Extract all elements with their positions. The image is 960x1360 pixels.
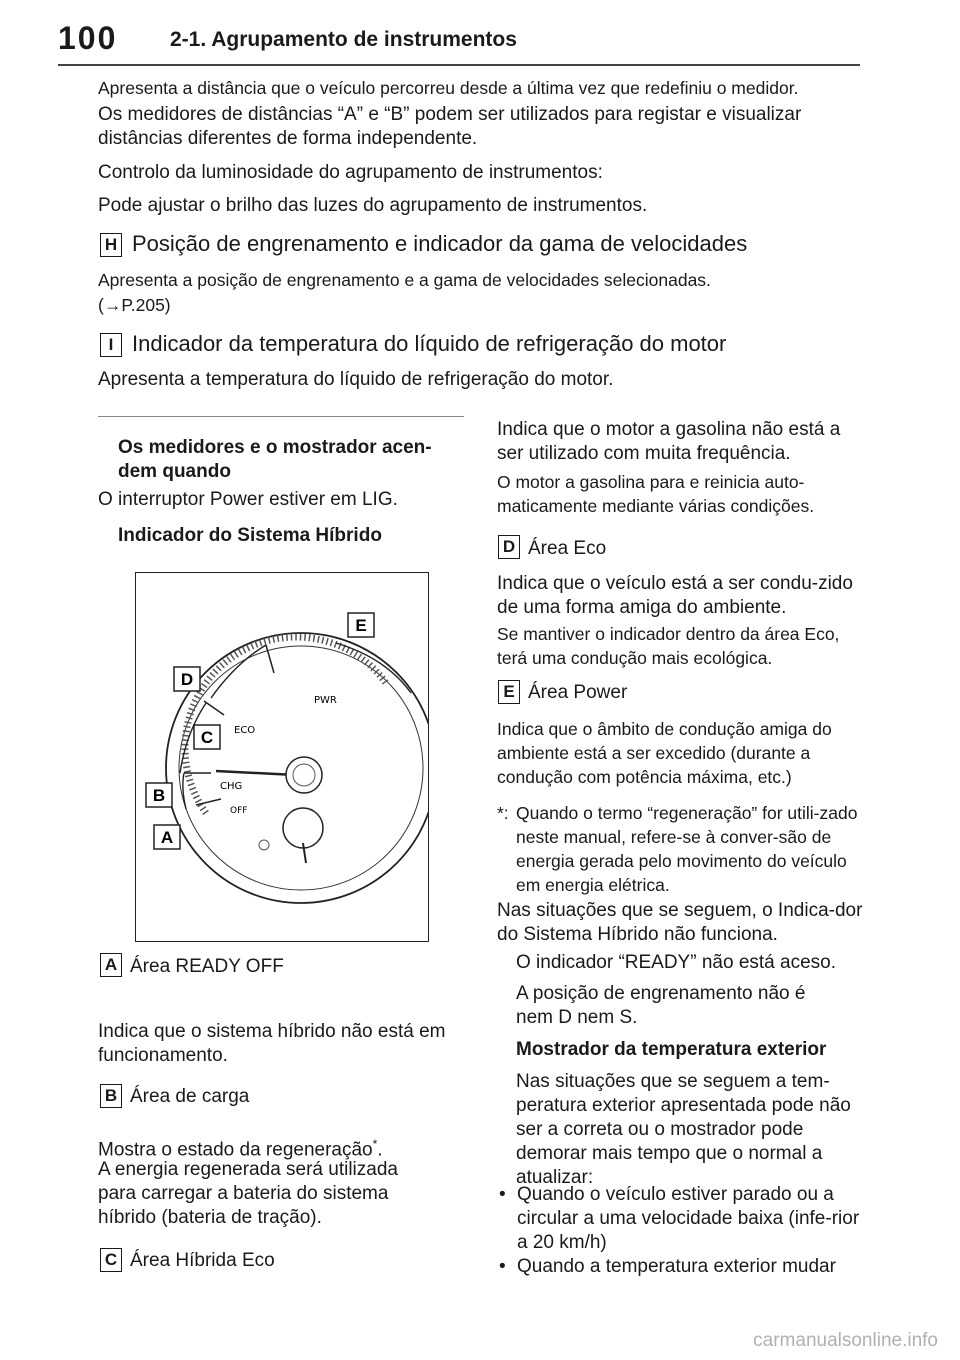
intro-paragraph-4: Pode ajustar o brilho das luzes do agrupamento de instrumentos. (98, 195, 648, 216)
gauge-needle (216, 771, 296, 775)
outside-temp-title: Mostrador da temperatura exterior (516, 1039, 827, 1060)
section-h-body: Apresenta a posição de engrenamento e a gama de velocidades selecionadas. (98, 270, 711, 290)
hybrid-eco-area-label: Área Híbrida Eco (130, 1250, 275, 1271)
section-h-title: Posição de engrenamento e indicador da gama de velocidades (132, 231, 748, 256)
eco-area-label: Área Eco (528, 538, 607, 559)
situations-intro: Nas situações que se seguem, o Indica-dor do Sistema Híbrido não funciona. (497, 900, 863, 945)
intro-paragraph-3: Controlo da luminosidade do agrupamento de instrumentos: (98, 162, 603, 183)
eco-area-desc: Indica que o veículo está a ser condu-zido de uma forma amiga do ambiente. (497, 573, 853, 618)
badge-c: C (100, 1248, 122, 1272)
power-area-label: Área Power (528, 682, 628, 703)
gauge-off: OFF (230, 806, 248, 816)
badge-d: D (498, 535, 520, 559)
situation-2: A posição de engrenamento não é nem D nem S. (516, 983, 806, 1028)
gauge-hub (286, 757, 322, 793)
section-h-ref: (→P.205) (98, 295, 171, 315)
badge-h: H (100, 233, 122, 257)
charge-area-desc-1: Mostra o estado da regeneração*. (98, 1137, 383, 1161)
gauge-eco: ECO (234, 725, 256, 736)
badge-a: A (100, 953, 122, 977)
label-c: C (200, 728, 214, 747)
list-item: • Quando o veículo estiver parado ou a circular a uma velocidade baixa (infe-rior a 20 km/h) (497, 1183, 865, 1255)
sub-gauge (283, 808, 323, 848)
note-body: O interruptor Power estiver em LIG. (98, 489, 398, 510)
boundary-c (204, 701, 224, 715)
outside-temp-body: Nas situações que se seguem a tem-peratura exterior apresentada pode não ser a correta ou o mostrador pode demorar mais tempo que o normal a atualizar: (516, 1071, 851, 1188)
intro-paragraph-2: Os medidores de distâncias “A” e “B” podem ser utilizados para registar e visualizar distâncias diferentes de forma independente. (98, 104, 802, 149)
note-divider (98, 416, 464, 417)
gauge-illustration (136, 573, 428, 941)
arrow-d (211, 645, 266, 698)
header-divider (58, 64, 860, 66)
note-title: Os medidores e o mostrador acen-dem quando (118, 437, 432, 482)
section-title: 2-1. Agrupamento de instrumentos (170, 28, 517, 51)
charge-area-desc-2: A energia regenerada será utilizada para carregar a bateria do sistema híbrido (bateria de tração). (98, 1159, 398, 1228)
label-a: A (160, 828, 174, 847)
outside-temp-bullets (497, 1183, 865, 1279)
hybrid-eco-area-desc: Indica que o motor a gasolina não está a ser utilizado com muita frequência. (497, 419, 841, 464)
arrow-a (183, 773, 186, 809)
badge-b: B (100, 1084, 122, 1108)
section-i-body: Apresenta a temperatura do líquido de refrigeração do motor. (98, 369, 614, 390)
hybrid-indicator-title: Indicador do Sistema Híbrido (118, 525, 382, 546)
footnote-mark: *: (497, 803, 509, 823)
badge-i: I (100, 333, 122, 357)
footnote-text: Quando o termo “regeneração” for utili-zado neste manual, refere-se à conver-são de energia gerada pelo movimento do veículo em energia elétrica. (516, 803, 858, 895)
page-number: 100 (58, 20, 118, 56)
label-d: D (180, 670, 194, 689)
gauge-pwr: PWR (314, 695, 337, 706)
intro-paragraph-1: Apresenta a distância que o veículo percorreu desde a última vez que redefiniu o medidor. (98, 78, 799, 98)
power-area-desc: Indica que o âmbito de condução amiga do ambiente está a ser excedido (durante a condução com potência máxima, etc.) (497, 719, 832, 787)
charge-area-label: Área de carga (130, 1086, 250, 1107)
area-ready-off-desc: Indica que o sistema híbrido não está em funcionamento. (98, 1021, 446, 1066)
list-item: • Quando a temperatura exterior mudar (497, 1255, 865, 1279)
gauge-chg: CHG (220, 781, 243, 792)
situation-1: O indicador “READY” não está aceso. (516, 952, 836, 973)
hybrid-indicator-figure (135, 572, 429, 942)
hybrid-eco-area-note: O motor a gasolina para e reinicia auto-maticamente mediante várias condições. (497, 472, 815, 516)
label-b: B (152, 786, 166, 805)
indicator-light (259, 840, 269, 850)
label-e: E (355, 616, 367, 635)
eco-area-note: Se mantiver o indicador dentro da área Eco, terá uma condução mais ecológica. (497, 624, 840, 668)
area-ready-off-label: Área READY OFF (130, 956, 284, 977)
section-i-title: Indicador da temperatura do líquido de refrigeração do motor (132, 331, 727, 356)
badge-e: E (498, 680, 520, 704)
watermark: carmanualsonline.info (753, 1330, 938, 1351)
